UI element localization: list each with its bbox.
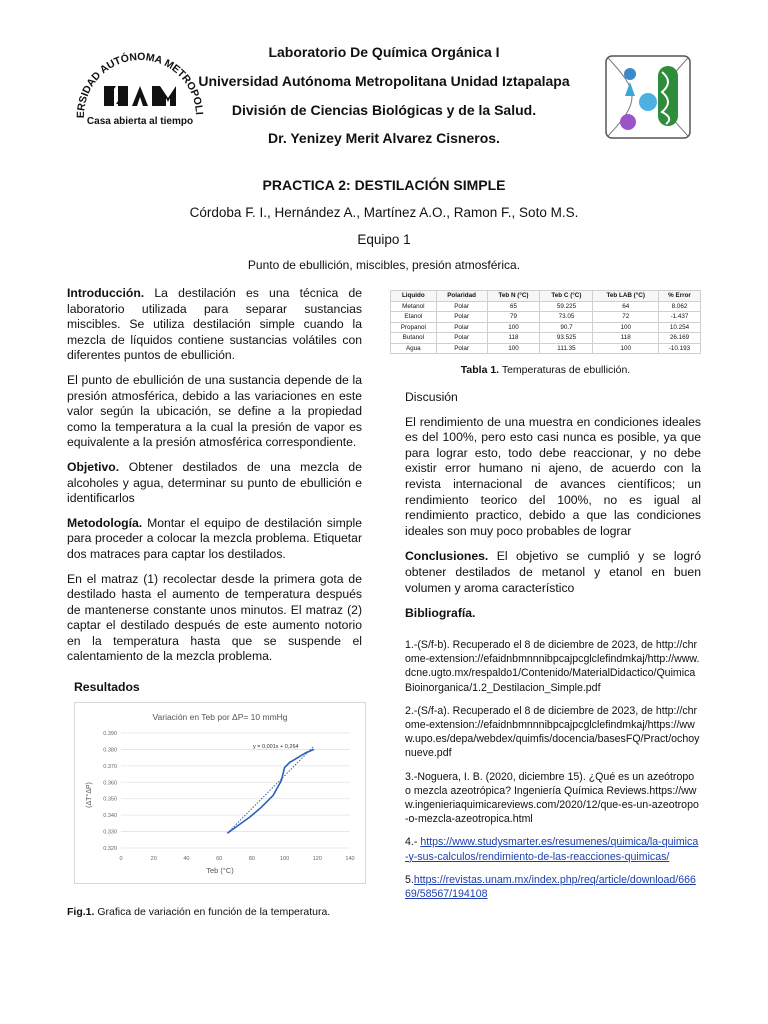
discussion-heading: Discusión (405, 390, 458, 404)
y-tick-label: 0.360 (103, 780, 117, 787)
table-header-cell: Liquido (391, 291, 437, 302)
table-cell: Agua (391, 343, 437, 354)
figure-caption (67, 906, 330, 918)
table-cell: Polar (436, 312, 487, 323)
table-cell: Metanol (391, 301, 437, 312)
x-tick-label: 120 (312, 856, 322, 862)
right-column (405, 390, 701, 622)
bib-entry-5 (405, 873, 701, 901)
boiling-point-paragraph: El punto de ebullición de una sustancia depende de la presión atmosférica, debido a las variaciones en este valor según la ubicación, se define a la propiedad como la temperatura a la cual la presión de vapor es equivalente a la presión atmosférica correspondiente. (67, 372, 362, 450)
x-axis-label: Teb (°C) (206, 866, 234, 875)
table-row (391, 343, 701, 354)
figure-caption-label: Fig.1. (67, 906, 95, 918)
keywords: Punto de ebullición, miscibles, presión atmosférica. (247, 258, 521, 272)
table-cell: -1.437 (659, 312, 701, 323)
conclusions-label: Conclusiones. (405, 549, 489, 564)
table-cell: 79 (487, 312, 540, 323)
table-cell: 100 (487, 322, 540, 333)
table-cell: 100 (487, 343, 540, 354)
table-cell: 111.35 (540, 343, 593, 354)
left-column (67, 286, 362, 665)
table-cell: Polar (436, 322, 487, 333)
table-cell: 100 (593, 343, 659, 354)
methodology-label: Metodología. (67, 515, 143, 530)
bib-entry-2: 2.-(S/f-a). Recuperado el 8 de diciembre de 2023, de http://chrome-extension://efaidnbmnnnibpcajpcglclefindmkaj/https://www.upo.es/depa/webdex/quimfis/docencia/basesFQ/Pract/ochoynueve.pdf (405, 704, 700, 760)
table-cell: 65 (487, 301, 540, 312)
table-cell: Etanol (391, 312, 437, 323)
table-caption (390, 364, 701, 376)
lab-emblem-icon (600, 52, 696, 142)
division-name: División de Ciencias Biológicas y de la Salud. (231, 102, 537, 118)
bib-entry-3: 3.-Noguera, I. B. (2020, diciembre 15). ¿Qué es un azeótropo o mezcla azeotrópica? Ingeniería Química Reviews.https://www.ingenieriaquimicareviews.com/2020/12/que-es-un-azeotropo-o-mezcla-azeotropica.html (405, 770, 699, 826)
table-cell: 64 (593, 301, 659, 312)
x-tick-label: 40 (183, 856, 190, 862)
table-cell: 72 (593, 312, 659, 323)
chart-title: Variación en Teb por ΔP= 10 mmHg (152, 712, 288, 722)
table-cell: 93.525 (540, 333, 593, 344)
table-cell: 118 (487, 333, 540, 344)
table-cell: Polar (436, 343, 487, 354)
y-tick-label: 0.380 (103, 747, 117, 754)
table-header-cell: Polaridad (436, 291, 487, 302)
bib-entry-4-link[interactable]: https://www.studysmarter.es/resumenes/quimica/la-quimica-y-sus-calculos/rendimiento-de-las-reacciones-quimicas/ (405, 836, 699, 863)
results-heading: Resultados (74, 680, 140, 694)
discussion-paragraph: El rendimiento de una muestra en condiciones ideales es del 100%, pero esto casi nunca es posible, ya que para lograr esto, todo debe reaccionar, y no debe existir error humano ni ajeno, de acuerdo con la revista internacional de avances científicos; un rendimiento teorico del 100%, no es igual al rendimiento practico, debido a que las condiciones ideales son muy poco probables de lograr (405, 414, 701, 538)
bib-entry-1: 1.-(S/f-b). Recuperado el 8 de diciembre de 2023, de http://chrome-extension://efaidnbmnnnibpcajpcglclefindmkaj/http://www.dcne.ugto.mx/respaldo1/Contenido/MaterialDidactico/QuimicaBioinorganica/1.2_Destilacion_Simple.pdf (405, 639, 700, 694)
uam-logo-text: ERSIDAD AUTÓNOMA METROPOLI (74, 50, 206, 119)
table-cell: Polar (436, 301, 487, 312)
table-1 (390, 290, 701, 354)
table-cell: -10.193 (659, 343, 701, 354)
methodology-text: Montar el equipo de destilación simple para proceder a colocar la mezcla problema. Etiquetar dos matraces para captar los destilados. (67, 515, 362, 561)
uam-tagline: Casa abierta al tiempo (86, 116, 194, 127)
bib-entry-5-link[interactable]: https://revistas.unam.mx/index.php/req/article/download/66669/58567/194108 (405, 873, 696, 901)
x-tick-label: 100 (279, 856, 290, 862)
table-header-cell: Teb N (°C) (487, 291, 540, 302)
professor-name: Dr. Yenizey Merit Alvarez Cisneros. (268, 130, 500, 146)
table-row (391, 322, 701, 333)
table-cell: 8.062 (659, 301, 701, 312)
bib-entry-4 (405, 835, 701, 863)
table-row (391, 301, 701, 312)
table-cell: 26.169 (659, 333, 701, 344)
table-cell: 10.254 (659, 322, 701, 333)
y-tick-label: 0.370 (103, 763, 117, 770)
page-title: PRACTICA 2: DESTILACIÓN SIMPLE (262, 177, 506, 193)
table-cell: 73.05 (540, 312, 593, 323)
x-tick-label: 80 (248, 856, 255, 862)
objective-label: Objetivo. (67, 459, 120, 474)
objective-text: Obtener destilados de una mezcla de alcoholes y agua, determinar su punto de ebullición e identificarlos (67, 459, 362, 506)
team: Equipo 1 (357, 232, 411, 247)
figure-1-chart (74, 702, 366, 884)
table-header-cell: Teb C (°C) (540, 291, 593, 302)
intro-label: Introducción. (67, 286, 145, 300)
figure-caption-text: Grafica de variación en función de la temperatura. (94, 906, 331, 918)
table-cell: Propanol (391, 322, 437, 333)
x-tick-label: 0 (119, 856, 123, 862)
bib-entry-4-prefix: 4.- (405, 836, 421, 849)
trendline (227, 746, 314, 833)
trendline-equation: y = 0,001x + 0,264 (253, 744, 299, 750)
table-cell: Butanol (391, 333, 437, 344)
procedure-paragraph: En el matraz (1) recolectar desde la primera gota de destilado hasta el aumento de temperatura después de mantenerse constante unos minutos. El matraz (2) captar el destilado después de este aumento notorio en la temperatura hasta que se suspende el calentamiento de la mezcla problema. (67, 571, 362, 664)
authors: Córdoba F. I., Hernández A., Martínez A.O., Ramon F., Soto M.S. (189, 205, 579, 220)
conclusions-paragraph (405, 549, 701, 596)
table-cell: 118 (593, 333, 659, 344)
bibliography-list (405, 638, 701, 901)
intro-text: La destilación es una técnica de laboratorio utilizada para separar sustancias miscibles. Se utiliza destilación simple cuando la mezcla de líquidos contiene sustancias volátiles con diferentes puntos de ebullición. (67, 286, 362, 363)
objective-paragraph (67, 460, 362, 507)
university-name: Universidad Autónoma Metropolitana Unidad Iztapalapa (198, 73, 570, 89)
conclusions-text: El objetivo se cumplió y se logró obtener destilados de metanol y etanol en buen volumen y aroma característico (405, 549, 701, 595)
methodology-paragraph (67, 516, 362, 563)
chart-svg (75, 703, 365, 883)
lab-name: Laboratorio De Química Orgánica I (268, 44, 500, 60)
boiling-points-table (390, 290, 701, 354)
x-tick-label: 60 (216, 856, 223, 862)
table-cell: 59.225 (540, 301, 593, 312)
table-cell: 100 (593, 322, 659, 333)
x-tick-label: 20 (150, 856, 157, 862)
table-caption-label: Tabla 1. (460, 364, 500, 376)
y-axis-label: (ΔT°ΔP) (86, 782, 93, 808)
y-tick-label: 0.350 (103, 796, 117, 803)
table-header-row (391, 291, 701, 302)
intro-paragraph (67, 286, 362, 364)
y-tick-label: 0.330 (103, 829, 117, 836)
table-header-cell: Teb LAB (°C) (593, 291, 659, 302)
y-tick-label: 0.340 (103, 813, 117, 820)
table-cell: Polar (436, 333, 487, 344)
x-tick-label: 140 (345, 856, 355, 862)
table-header-cell: % Error (659, 291, 701, 302)
table-caption-text: Temperaturas de ebullición. (499, 364, 631, 376)
y-tick-label: 0.390 (103, 731, 117, 737)
y-tick-label: 0.320 (103, 846, 117, 852)
bibliography-heading: Bibliografía. (405, 606, 476, 621)
table-cell: 90.7 (540, 322, 593, 333)
table-row (391, 333, 701, 344)
table-row (391, 312, 701, 323)
bib-entry-5-prefix: 5. (405, 873, 414, 886)
